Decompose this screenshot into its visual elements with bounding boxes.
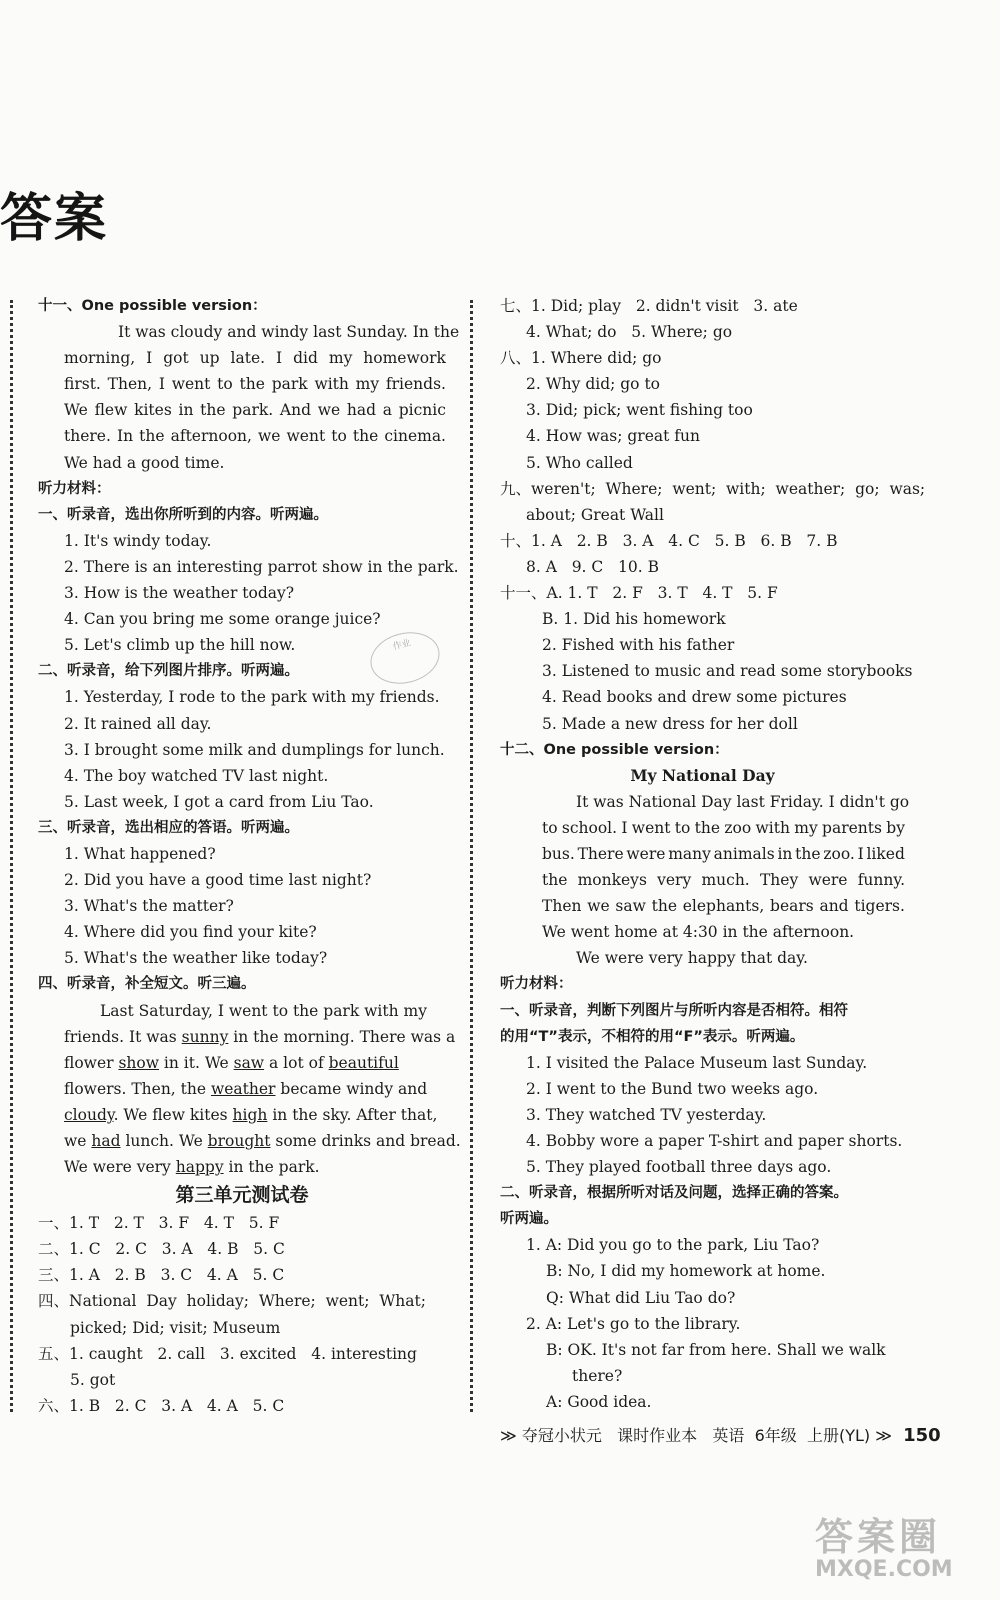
word: up [199, 349, 220, 368]
passage-text: We were very [64, 1158, 176, 1177]
passage-line [38, 1050, 446, 1076]
left-line: 1. Yesterday, I rode to the park with my friends. [64, 688, 440, 707]
left-line: 5. Last week, I got a card from Liu Tao. [64, 792, 374, 811]
right-line: 3. Listened to music and read some storybooks [542, 662, 913, 681]
page-heading: 答案 [0, 189, 109, 249]
right-line: 七、1. Did; play 2. didn't visit 3. ate [500, 297, 798, 315]
word: by [886, 818, 905, 837]
word: were [626, 844, 666, 863]
unit3-answer-line: picked; Did; visit; Museum [70, 1318, 281, 1337]
word: the [200, 401, 226, 420]
right-line: We went home at 4:30 in the afternoon. [542, 923, 855, 942]
word: saw [615, 897, 646, 916]
word: flew [94, 401, 128, 420]
left-line: 3. What's the matter? [64, 897, 234, 916]
word: the [795, 844, 821, 863]
word: went [171, 375, 211, 394]
left-line [38, 423, 446, 449]
word: my [355, 375, 380, 394]
word: friends. [385, 375, 446, 394]
right-line: My National Day [630, 765, 775, 785]
right-line: 十一、A. 1. T 2. F 3. T 4. T 5. F [500, 584, 778, 603]
left-line: We had a good time. [64, 453, 225, 472]
left-line: 2. It rained all day. [64, 714, 212, 733]
filled-blank: brought [207, 1132, 271, 1150]
word: cinema. [384, 427, 446, 446]
word: the [352, 427, 379, 446]
right-column [500, 293, 926, 1415]
filled-blank: happy [175, 1158, 224, 1177]
right-line: 听力材料： [500, 976, 573, 993]
left-line: 4. The boy watched TV last night. [64, 766, 329, 785]
word: monkeys [577, 871, 647, 890]
word: we [258, 427, 281, 446]
left-line: 2. Did you have a good time last night? [64, 871, 372, 890]
word: We [64, 401, 88, 420]
passage-text: in the morning. There was a [228, 1027, 456, 1046]
right-line: 一、听录音，判断下列图片与所听内容是否相符。相符 [500, 1002, 848, 1019]
passage-line [38, 1102, 446, 1128]
word: picnic [398, 401, 446, 420]
right-line: 5. Made a new dress for her doll [542, 714, 798, 733]
word: the [239, 375, 265, 394]
left-line: 四、听录音，补全短文。听三遍。 [38, 976, 256, 993]
word: to [674, 818, 691, 837]
right-line: A: Good idea. [546, 1392, 652, 1411]
word: school. [561, 818, 618, 837]
filled-blank: high [232, 1105, 268, 1124]
word: parents [822, 818, 882, 837]
left-line: 十一、One possible version： [38, 298, 267, 314]
word: a [382, 401, 393, 420]
passage-text: Last Saturday, I went to the park with my [100, 1001, 427, 1020]
left-line [38, 371, 446, 397]
unit3-answer-line: 四、National Day holiday; Where; went; What; [38, 1292, 426, 1311]
word: Then, [107, 375, 153, 394]
right-line: 4. Read books and drew some pictures [542, 688, 847, 707]
word: were [808, 871, 848, 890]
word: park [271, 375, 308, 394]
word: went [286, 427, 326, 446]
right-line: 十、1. A 2. B 3. A 4. C 5. B 6. B 7. B [500, 531, 838, 550]
right-line: B: No, I did my homework at home. [546, 1262, 826, 1281]
left-line: 1. What happened? [64, 844, 216, 863]
passage-text: . We flew kites [113, 1105, 233, 1124]
word: to [217, 375, 233, 394]
passage-text: lunch. We [120, 1132, 208, 1150]
filled-blank: beautiful [328, 1053, 399, 1072]
right-line: 2. Why did; go to [526, 375, 661, 394]
filled-blank: sunny [181, 1027, 229, 1046]
passage-text: in it. We [159, 1053, 234, 1072]
right-line: 5. Who called [526, 453, 633, 472]
passage-text: flower [64, 1053, 119, 1072]
word: the [542, 871, 568, 890]
word: I [158, 375, 165, 394]
passage-line [38, 1024, 456, 1050]
filled-blank: cloudy [64, 1105, 114, 1124]
word: liked [866, 844, 905, 863]
left-line: 5. Let's climb up the hill now. [64, 636, 296, 655]
right-line: 二、听录音，根据所听对话及问题，选择正确的答案。 [500, 1185, 848, 1202]
right-line: It was National Day last Friday. I didn't go [576, 792, 910, 811]
watermark-logo: 答案圈 [815, 1515, 942, 1559]
right-line: 3. Did; pick; went fishing too [526, 401, 753, 420]
unit3-answer-line: 二、1. C 2. C 3. A 4. B 5. C [38, 1240, 285, 1259]
right-line: 九、weren't; Where; went; with; weather; go; was; [500, 479, 926, 498]
word: my [794, 818, 818, 837]
right-line: there? [572, 1366, 623, 1385]
word: went [631, 818, 671, 837]
footer-grade: 6年级 [754, 1426, 797, 1445]
unit3-answer-line: 五、1. caught 2. call 3. excited 4. interesting [38, 1344, 417, 1363]
filled-blank: weather [210, 1079, 276, 1098]
passage-text: we [64, 1132, 92, 1150]
right-line: B. 1. Did his homework [542, 610, 726, 629]
word: did [293, 349, 318, 368]
right-line [500, 841, 905, 867]
passage-line [38, 998, 446, 1024]
word: many [668, 844, 711, 863]
word: There [577, 844, 624, 863]
word: park. [232, 401, 274, 420]
word: bus. [542, 844, 575, 863]
word: to [542, 818, 558, 837]
unit3-title: 第三单元测试卷 [175, 1184, 309, 1207]
right-line: 2. Fished with his father [542, 636, 735, 655]
right-line: 8. A 9. C 10. B [526, 557, 660, 576]
footer-book: 课时作业本 [617, 1426, 698, 1445]
footer-arrow-right-icon: ≫ [875, 1426, 892, 1445]
passage-line [38, 1154, 446, 1180]
word: animals [713, 844, 775, 863]
word: the [651, 897, 677, 916]
word: with [314, 375, 349, 394]
page-number: 150 [903, 1425, 941, 1446]
passage-text: in the sky. After that, [267, 1105, 438, 1124]
word: the [139, 427, 165, 446]
right-line: 的用“T”表示，不相符的用“F”表示。听两遍。 [500, 1028, 805, 1045]
word: In [116, 427, 134, 446]
right-line: 八、1. Where did; go [500, 349, 662, 368]
word: I [857, 844, 864, 863]
word: tigers. [854, 897, 905, 916]
filled-blank: had [91, 1132, 121, 1150]
word: bears [770, 897, 814, 916]
site-watermark [815, 1506, 993, 1596]
right-line: about; Great Wall [526, 505, 664, 524]
left-line: 3. How is the weather today? [64, 584, 295, 603]
word: we [317, 401, 341, 420]
footer-term: 上册(YL) [806, 1426, 871, 1445]
right-line: 听两遍。 [500, 1211, 558, 1228]
word: the [694, 818, 721, 837]
word: late. [230, 349, 266, 368]
passage-line [38, 1128, 461, 1154]
passage-text: friends. It was [64, 1027, 182, 1046]
left-line: It was cloudy and windy last Sunday. In the [118, 323, 460, 342]
right-line: We were very happy that day. [576, 949, 808, 968]
right-line: 4. Bobby wore a paper T-shirt and paper shorts. [526, 1132, 903, 1150]
left-column [38, 293, 461, 1419]
word: I [146, 349, 153, 368]
word: much. [701, 871, 750, 890]
filled-blank: show [118, 1053, 159, 1072]
left-line: 5. What's the weather like today? [64, 949, 328, 968]
passage-text: flowers. Then, the [64, 1079, 211, 1098]
right-line: 1. A: Did you go to the park, Liu Tao? [526, 1236, 820, 1255]
footer-subject: 英语 [712, 1426, 745, 1445]
right-line [500, 893, 905, 919]
word: had [346, 401, 377, 420]
word: first. [64, 375, 101, 394]
homework-stamp: 作业 [365, 625, 445, 690]
word: to [331, 427, 347, 446]
unit3-answer-line: 一、1. T 2. T 3. F 4. T 5. F [38, 1214, 280, 1233]
right-line [500, 815, 905, 841]
word: zoo [724, 818, 752, 837]
left-line: 4. Where did you find your kite? [64, 923, 317, 942]
word: very [657, 871, 692, 890]
word: my [328, 349, 353, 368]
right-line: B: OK. It's not far from here. Shall we walk [546, 1340, 886, 1359]
watermark-url: MXQE.COM [815, 1557, 953, 1582]
unit3-answer-line: 六、1. B 2. C 3. A 4. A 5. C [38, 1396, 285, 1415]
passage-text: in the park. [223, 1158, 320, 1177]
left-line: 2. There is an interesting parrot show in the park. [64, 557, 459, 576]
right-line: 3. They watched TV yesterday. [526, 1105, 767, 1124]
word: in [777, 844, 793, 863]
passage-line [38, 1076, 446, 1102]
word: homework [363, 349, 446, 368]
right-line: 2. I went to the Bund two weeks ago. [526, 1079, 819, 1098]
word: in [178, 401, 194, 420]
word: I [621, 818, 628, 837]
word: we [587, 897, 610, 916]
word: and [819, 897, 849, 916]
word: zoo. [823, 844, 855, 863]
left-dotted-rule [10, 300, 13, 1412]
right-line: 5. They played football three days ago. [526, 1158, 832, 1177]
page-footer [500, 1423, 941, 1446]
left-line: 听力材料： [38, 480, 111, 497]
right-line: 4. What; do 5. Where; go [526, 323, 733, 342]
left-line: 3. I brought some milk and dumplings for lunch. [64, 740, 445, 759]
center-dotted-rule [470, 300, 473, 1412]
left-line [38, 345, 446, 371]
filled-blank: saw [233, 1053, 265, 1072]
left-line: 4. Can you bring me some orange juice? [64, 610, 381, 629]
word: with [755, 818, 790, 837]
word: elephants, [682, 897, 765, 916]
unit3-answer-line: 5. got [70, 1370, 116, 1389]
passage-text: some drinks and bread. [270, 1132, 461, 1150]
right-line: 4. How was; great fun [526, 427, 700, 446]
word: I [276, 349, 283, 368]
right-line: Q: What did Liu Tao do? [546, 1288, 736, 1307]
word: got [163, 349, 189, 368]
word: there. [64, 427, 111, 446]
unit3-answer-line: 三、1. A 2. B 3. C 4. A 5. C [38, 1266, 285, 1285]
left-line: 二、听录音，给下列图片排序。听两遍。 [38, 663, 299, 680]
word: kites [134, 401, 172, 420]
right-line: 2. A: Let's go to the library. [526, 1314, 741, 1333]
left-line [38, 397, 446, 423]
word: afternoon, [170, 427, 252, 446]
word: They [759, 871, 799, 890]
right-line: 1. I visited the Palace Museum last Sunday. [526, 1053, 868, 1072]
word: Then [542, 897, 582, 916]
left-line: 一、听录音，选出你所听到的内容。听两遍。 [38, 506, 328, 523]
word: funny. [857, 871, 905, 890]
word: morning, [64, 349, 136, 368]
left-line: 三、听录音，选出相应的答语。听两遍。 [38, 819, 299, 836]
passage-text: a lot of [264, 1053, 329, 1072]
passage-text: became windy and [275, 1079, 428, 1098]
word: And [279, 401, 312, 420]
footer-arrow-left-icon: ≫ [500, 1426, 517, 1445]
footer-brand: 夺冠小状元 [521, 1426, 602, 1445]
right-line: 十二、One possible version： [500, 741, 729, 758]
left-line: 1. It's windy today. [64, 531, 212, 550]
right-line [500, 867, 905, 893]
